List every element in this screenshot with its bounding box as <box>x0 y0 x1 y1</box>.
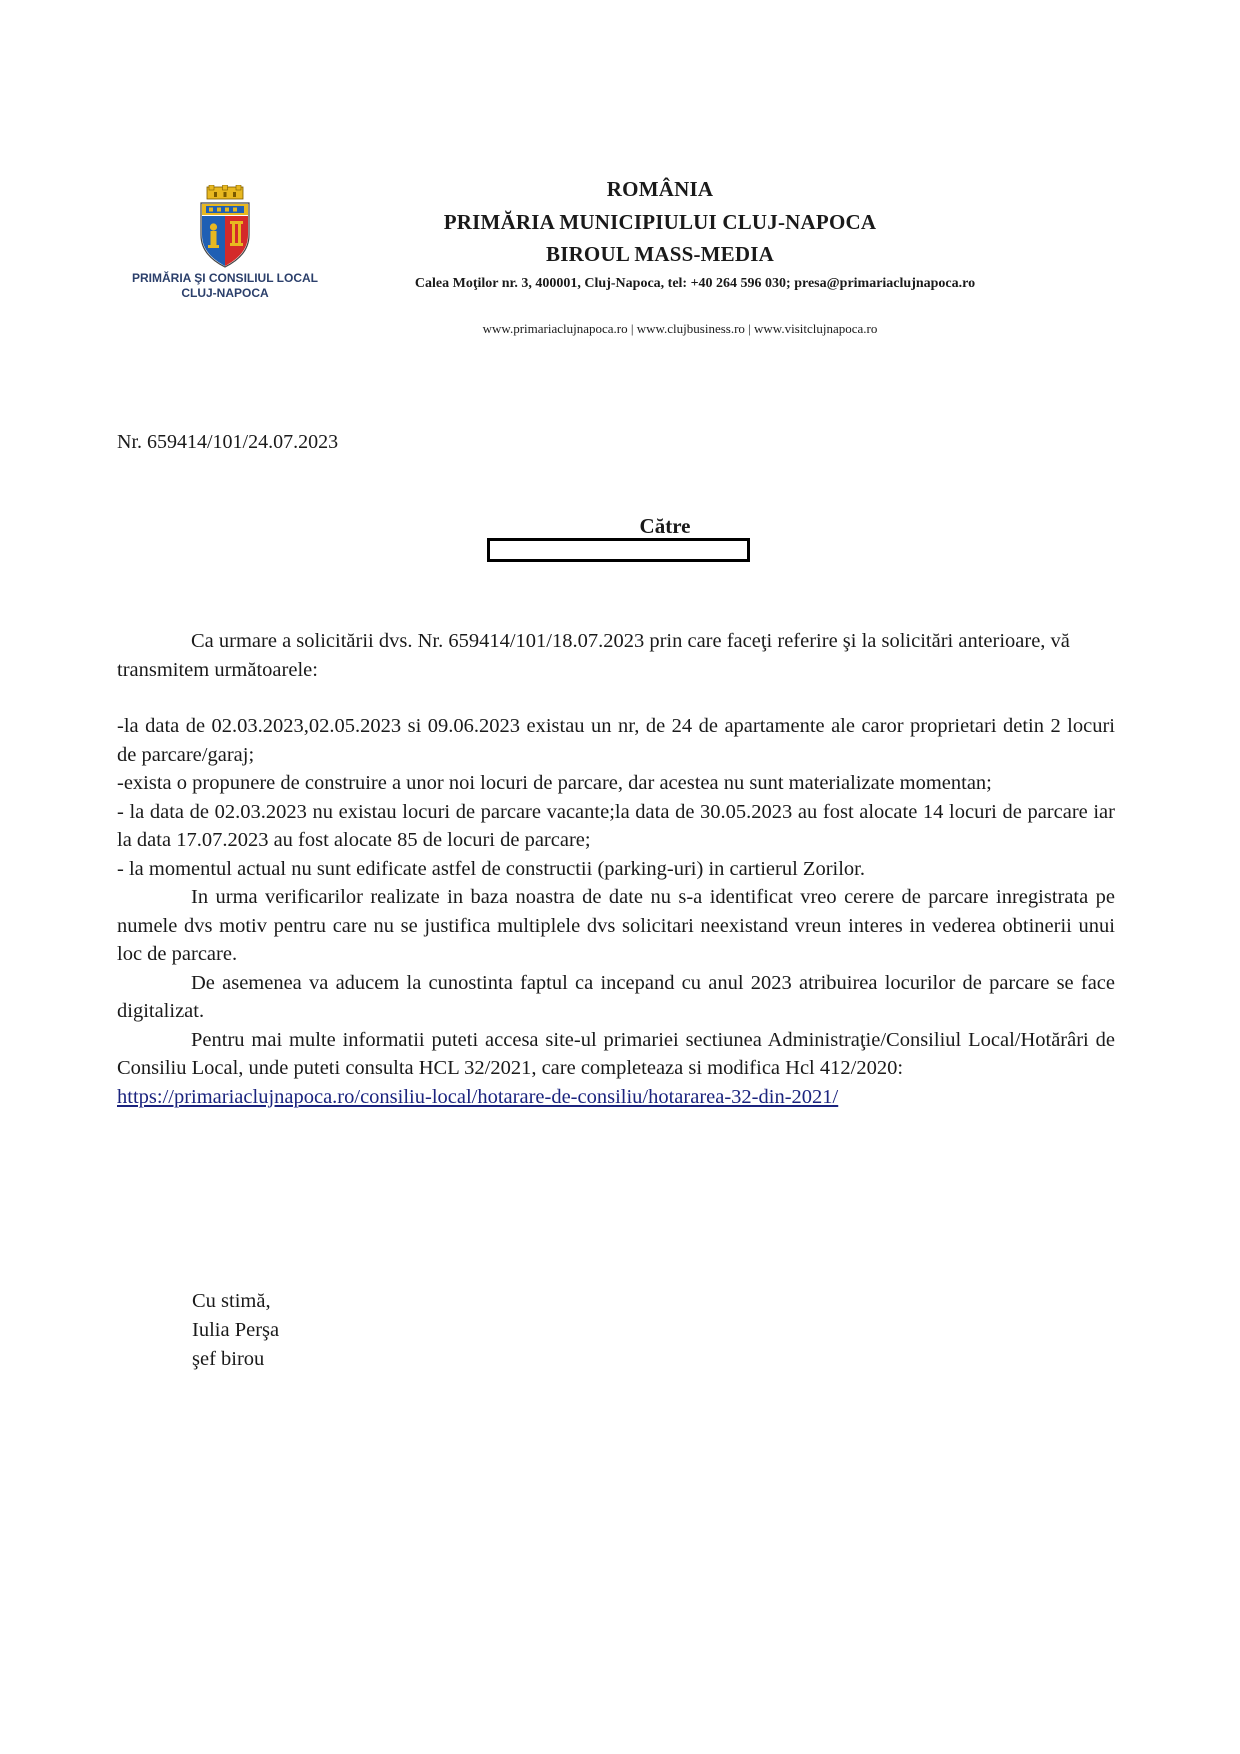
hcl-link[interactable]: https://primariaclujnapoca.ro/consiliu-local/hotarare-de-consiliu/hotararea-32-din-2021/ <box>117 1085 839 1108</box>
redacted-recipient-box <box>487 538 750 562</box>
closing-salutation: Cu stimă, <box>192 1290 271 1312</box>
bullet-item-2: -exista o propunere de construire a unor noi locuri de parcare, dar acestea nu sunt materializate momentan; <box>117 772 992 794</box>
addressee-label: Către <box>639 514 691 538</box>
bullet-item-1: -la data de 02.03.2023,02.05.2023 si 09.06.2023 existau un nr, de 24 de apartamente ale caror proprietari detin 2 locuri de parcare/garaj; <box>117 715 1115 766</box>
institution-title: PRIMĂRIA MUNICIPIULUI CLUJ-NAPOCA <box>443 210 877 234</box>
signature-block <box>192 1287 279 1374</box>
signatory-name: Iulia Perşa <box>192 1319 280 1341</box>
intro-paragraph: Ca urmare a solicitării dvs. Nr. 659414/101/18.07.2023 prin care faceţi referire şi la solicitări anterioare, vă transmitem următoarele: <box>117 630 1070 681</box>
intro-section <box>117 627 1115 684</box>
city-coat-of-arms-icon <box>197 185 253 269</box>
contact-address: Calea Moţilor nr. 3, 400001, Cluj-Napoca, tel: +40 264 596 030; presa@primariaclujnapoca.ro <box>414 276 976 291</box>
logo-caption-line1: PRIMĂRIA ŞI CONSILIUL LOCAL <box>132 271 318 285</box>
more-info-paragraph: Pentru mai multe informatii puteti accesa site-ul primariei sectiunea Administraţie/Consiliul Local/Hotărâri de Consiliu Local, unde puteti consulta HCL 32/2021, care completeaza si modifica Hcl 412/2020: <box>117 1028 1115 1079</box>
signatory-role: şef birou <box>192 1348 265 1370</box>
department-title: BIROUL MASS-MEDIA <box>545 242 774 266</box>
verification-paragraph: In urma verificarilor realizate in baza noastra de date nu s-a identificat vreo cerere de parcare inregistrata pe numele dvs motiv pentru care nu se justifica multiplele dvs solicitari neexistand vreun interes in vederea obtinerii unui loc de parcare. <box>117 886 1115 965</box>
response-section <box>117 712 1115 1111</box>
digitalization-paragraph: De asemenea va aducem la cunostinta faptul ca incepand cu anul 2023 atribuirea locurilor de parcare se face digitalizat. <box>117 971 1115 1022</box>
document-number: Nr. 659414/101/24.07.2023 <box>117 431 339 453</box>
bullet-item-3: - la data de 02.03.2023 nu existau locuri de parcare vacante;la data de 30.05.2023 au fost alocate 14 locuri de parcare iar la data 17.07.2023 au fost alocate 85 de locuri de parcare; <box>117 800 1115 851</box>
country-title: ROMÂNIA <box>606 177 714 201</box>
logo-caption-line2: CLUJ-NAPOCA <box>181 286 269 300</box>
website-list: www.primariaclujnapoca.ro | www.clujbusiness.ro | www.visitclujnapoca.ro <box>482 321 878 336</box>
bullet-item-4: - la momentul actual nu sunt edificate astfel de constructii (parking-uri) in cartierul Zorilor. <box>117 857 865 880</box>
institution-logo <box>125 185 325 301</box>
